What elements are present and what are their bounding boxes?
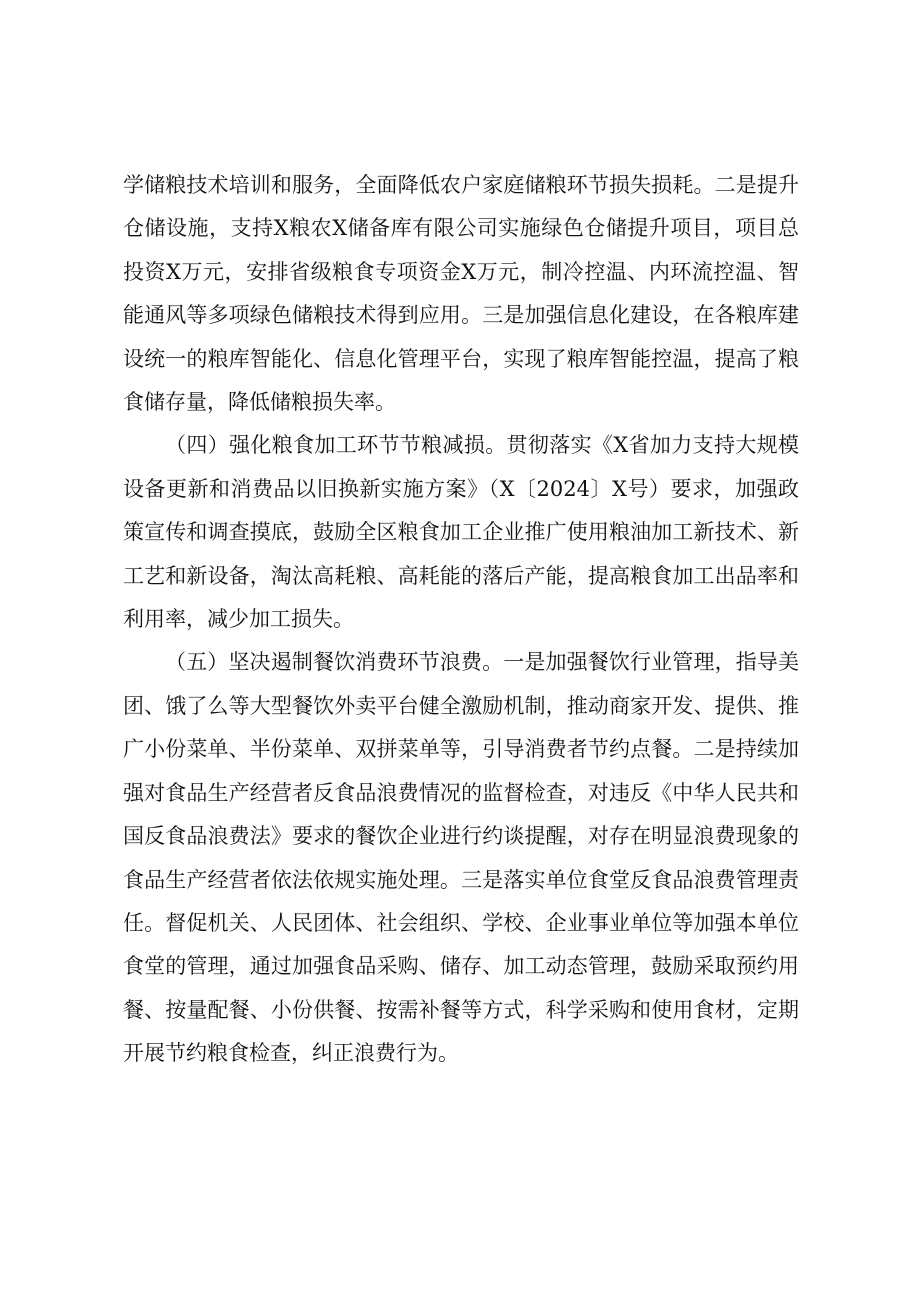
paragraph-catering-waste: （五）坚决遏制餐饮消费环节浪费。一是加强餐饮行业管理，指导美团、饿了么等大型餐饮外卖平台健全激励机制，推动商家开发、提供、推广小份菜单、半份菜单、双拼菜单等，引导消费者节约点餐。二是持续加强对食品生产经营者反食品浪费情况的监督检查，对违反《中华人民共和国反食品浪费法》要求的餐饮企业进行约谈提醒，对存在明显浪费现象的食品生产经营者依法依规实施处理。三是落实单位食堂反食品浪费管理责任。督促机关、人民团体、社会组织、学校、企业事业单位等加强本单位食堂的管理，通过加强食品采购、储存、加工动态管理，鼓励采取预约用餐、按量配餐、小份供餐、按需补餐等方式，科学采购和使用食材，定期开展节约粮食检查，纠正浪费行为。 [123, 650, 799, 1066]
document-body [123, 164, 799, 1076]
paragraph-grain-processing: （四）强化粮食加工环节节粮减损。贯彻落实《X省加力支持大规模设备更新和消费品以旧换新实施方案》（X〔2024〕X号）要求，加强政策宣传和调查摸底，鼓励全区粮食加工企业推广使用粮油加工新技术、新工艺和新设备，淘汰高耗粮、高耗能的落后产能，提高粮食加工出品率和利用率，减少加工损失。 [123, 433, 799, 632]
paragraph-grain-storage: 学储粮技术培训和服务，全面降低农户家庭储粮环节损失损耗。二是提升仓储设施，支持X粮农X储备库有限公司实施绿色仓储提升项目，项目总投资X万元，安排省级粮食专项资金X万元，制冷控温、内环流控温、智能通风等多项绿色储粮技术得到应用。三是加强信息化建设，在各粮库建设统一的粮库智能化、信息化管理平台，实现了粮库智能控温，提高了粮食储存量，降低储粮损失率。 [123, 173, 799, 415]
